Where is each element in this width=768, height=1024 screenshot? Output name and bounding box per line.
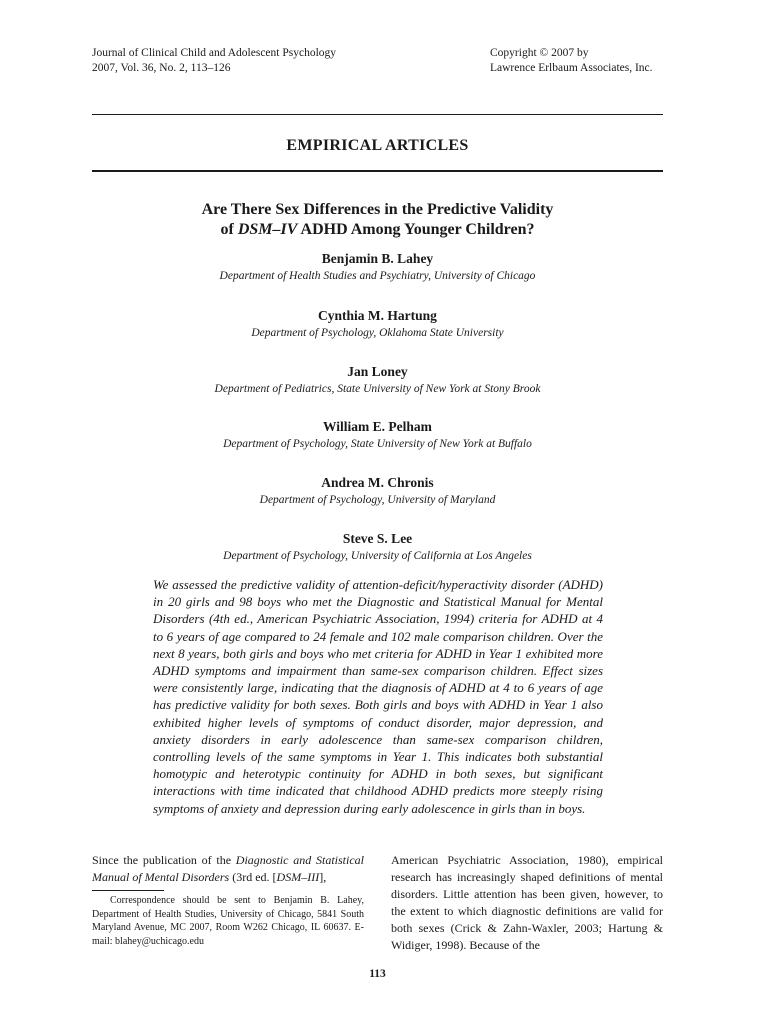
author-name: Cynthia M. Hartung	[318, 308, 437, 323]
copyright-line: Copyright © 2007 by	[490, 47, 589, 59]
author-block	[92, 418, 663, 452]
author-affiliation: Department of Psychology, State University of New York at Buffalo	[223, 438, 532, 450]
intro-text: (3rd ed. [	[229, 870, 277, 884]
title-prefix: of	[220, 221, 238, 238]
footnote-rule	[92, 890, 164, 891]
intro-italic: DSM–III	[276, 870, 320, 884]
title-italic: DSM–IV	[237, 221, 298, 238]
journal-info	[92, 46, 336, 76]
author-affiliation: Department of Psychology, Oklahoma State University	[251, 327, 504, 339]
abstract: We assessed the predictive validity of attention-deficit/hyperactivity disorder (ADHD) in 20 girls and 98 boys who met the Diagnostic and Statistical Manual for Mental Disorders (4th ed., American Psychiatric Association, 1994) criteria for ADHD at 4 to 6 years of age compared to 24 female and 102 male comparison children. Over the next 8 years, both girls and boys who met criteria for ADHD in Year 1 exhibited more ADHD symptoms and impairment than same-sex comparison children. Effect sizes were consistently large, indicating that the diagnosis of ADHD at 4 to 6 years of age has predictive validity for both sexes. Both girls and boys with ADHD in Year 1 also exhibited higher levels of symptoms of conduct disorder, major depression, and anxiety disorders in early adolescence than same-sex comparison children, controlling levels of the same symptoms in Year 1. This indicates both substantial homotypic and heterotypic continuity for ADHD in both sexes, but significant interactions with time indicated that childhood ADHD predicts more steeply rising symptoms of anxiety and depression during early adolescence in girls than in boys.	[153, 577, 603, 816]
title-line-1: Are There Sex Differences in the Predictive Validity	[201, 201, 554, 218]
author-block	[92, 307, 663, 341]
author-block	[92, 474, 663, 508]
copyright-info	[490, 46, 653, 76]
author-name: William E. Pelham	[323, 419, 432, 434]
body-column-left	[92, 852, 364, 886]
author-affiliation: Department of Health Studies and Psychiatry, University of Chicago	[219, 270, 536, 282]
author-name: Andrea M. Chronis	[321, 475, 434, 490]
publisher-line: Lawrence Erlbaum Associates, Inc.	[490, 62, 653, 74]
intro-text: ],	[319, 870, 327, 884]
author-block	[92, 250, 663, 284]
title-suffix: ADHD Among Younger Children?	[297, 221, 535, 238]
author-block	[92, 530, 663, 564]
intro-italic: Diagnostic and Statistical Manual of Mental Disorders	[92, 853, 364, 884]
journal-volume: 2007, Vol. 36, No. 2, 113–126	[92, 62, 231, 74]
author-affiliation: Department of Psychology, University of California at Los Angeles	[223, 550, 532, 562]
body-column-right: American Psychiatric Association, 1980), empirical research has increasingly shaped definitions of mental disorders. Little attention has been given, however, to the extent to which diagnostic definitions are valid for both sexes (Crick & Zahn-Waxler, 2003; Hartung & Widiger, 1998). Because of the	[391, 853, 663, 952]
journal-name: Journal of Clinical Child and Adolescent Psychology	[92, 47, 337, 59]
intro-text: Since the publication of the	[92, 853, 236, 867]
author-name: Benjamin B. Lahey	[321, 251, 434, 266]
top-rule	[92, 114, 663, 115]
page-number: 113	[369, 968, 386, 980]
author-block	[92, 363, 663, 397]
author-name: Steve S. Lee	[342, 531, 413, 546]
section-rule	[92, 170, 663, 172]
section-heading: EMPIRICAL ARTICLES	[286, 137, 469, 154]
title-line-2	[92, 220, 663, 240]
correspondence-footnote: Correspondence should be sent to Benjamin B. Lahey, Department of Health Studies, University of Chicago, 5841 South Maryland Avenue, MC 2007, Room W262 Chicago, IL 60637. E-mail: blahey@uchicago.edu	[92, 895, 364, 947]
author-name: Jan Loney	[347, 364, 408, 379]
author-affiliation: Department of Pediatrics, State University of New York at Stony Brook	[214, 383, 541, 395]
author-affiliation: Department of Psychology, University of Maryland	[259, 494, 496, 506]
article-title	[92, 200, 663, 240]
